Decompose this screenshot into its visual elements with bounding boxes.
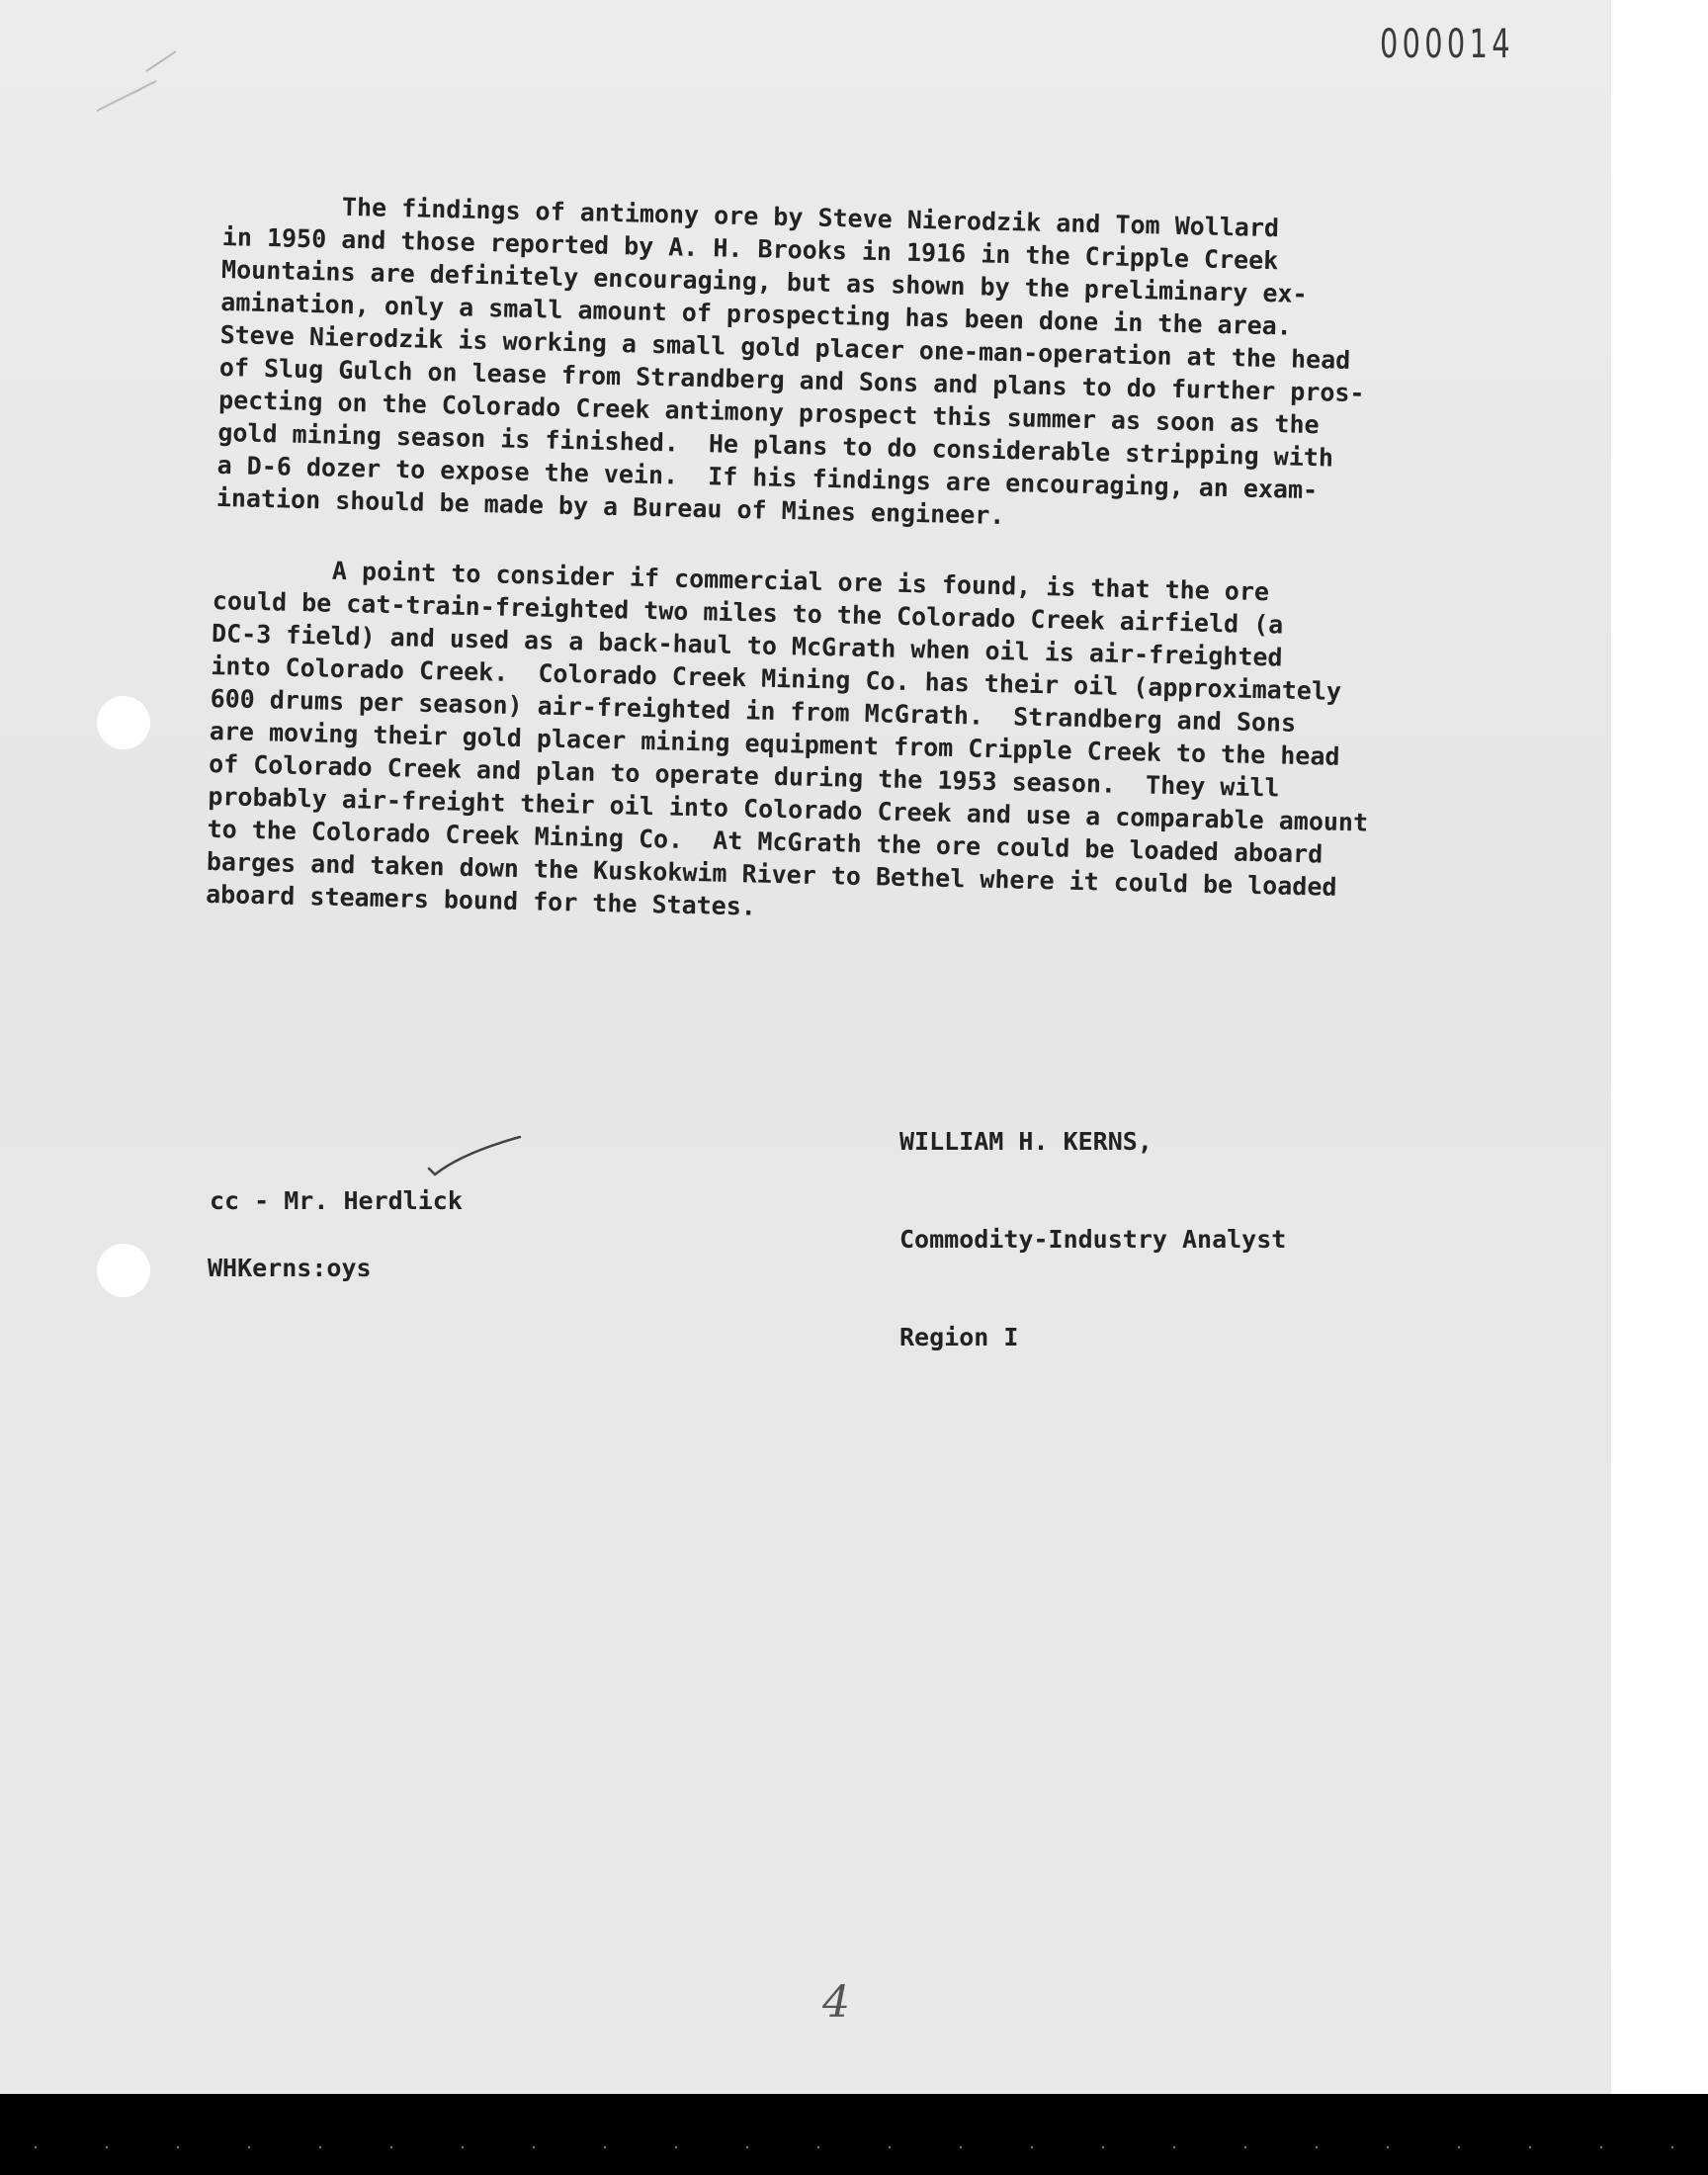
body-paragraph-2: A point to consider if commercial ore is found, is that the ore could be cat-train-freighted two miles to the Colorado Creek airfield (a DC-3 field) and used as a back-haul to McGrath when oil is air-freighted into Colorado Creek. Colorado Creek Mining Co. has their oil (approximately 600 drums per season) air-freighted in from McGrath. Strandberg and Sons are moving their gold placer mining equipment from Cripple Creek to the head of Colorado Creek and plan to operate during the 1953 season. They will probably air-freight their oil into Colorado Creek and use a comparable amount to the Colorado Creek Mining Co. At McGrath the ore could be loaded aboard barges and taken down the Kuskokwim River to Bethel where it could be loaded aboard steamers bound for the States.	[205, 553, 1369, 921]
document-stamp-number: 000014	[1380, 22, 1514, 67]
corner-smudge-mark	[87, 42, 206, 130]
typist-initials: WHKerns:oys	[208, 1254, 372, 1282]
punch-hole-icon	[97, 1244, 150, 1297]
signature-title: Commodity-Industry Analyst	[899, 1225, 1287, 1254]
body-paragraph-1: The findings of antimony ore by Steve Nierodzik and Tom Wollard in 1950 and those reported by A. H. Brooks in 1916 in the Cripple Creek Mountains are definitely encouraging, but as shown by the preliminary ex- amination, only a small amount of prospecting has been done in the area. Steve Nierodzik is working a small gold placer one-man-operation at the head of Slug Gulch on lease from Strandberg and Sons and plans to do further pros- pecting on the Colorado Creek antimony prospect this summer as soon as the gold mining season is finished. He plans to do considerable stripping with a D-6 dozer to expose the vein. If his findings are encouraging, an exam- ination should be made by a Bureau of Mines engineer.	[215, 189, 1365, 531]
check-mark-icon	[425, 1129, 524, 1178]
punch-hole-icon	[97, 696, 150, 749]
cc-line: cc - Mr. Herdlick	[210, 1186, 463, 1215]
signature-name: WILLIAM H. KERNS,	[899, 1127, 1153, 1156]
signature-block	[899, 1060, 1286, 1419]
scan-margin-strip	[1611, 0, 1708, 2094]
scan-artifact-dots	[0, 2145, 1708, 2149]
signature-region: Region I	[899, 1323, 1019, 1351]
scan-bottom-band	[0, 2094, 1708, 2175]
handwritten-page-number: 4	[822, 1977, 850, 2028]
